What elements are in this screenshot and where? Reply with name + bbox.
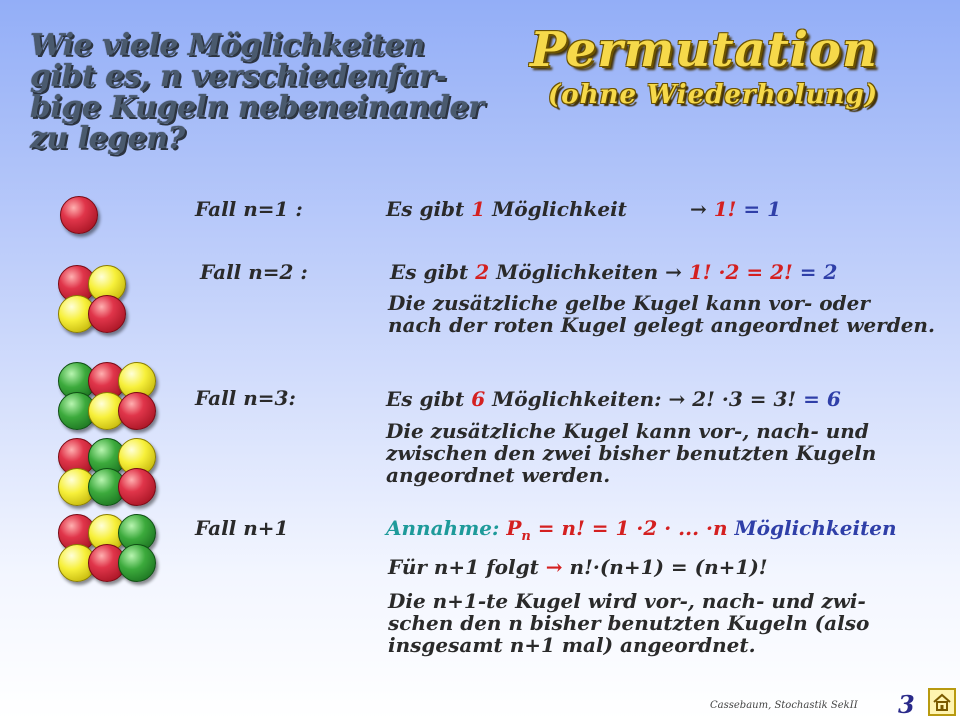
ball-red (118, 468, 156, 506)
page-title: Permutation (530, 22, 878, 78)
ball-green (118, 544, 156, 582)
ball-red (88, 295, 126, 333)
case1-formula: → 1! = 1 (690, 197, 782, 221)
page-subtitle: (ohne Wiederholung) (548, 80, 879, 110)
case4-label: Fall n+1 (195, 516, 289, 540)
case3-description: Die zusätzliche Kugel kann vor-, nach- und zwischen den zwei bisher benutzten Kugeln angeordnet werden. (386, 419, 877, 487)
home-button[interactable] (928, 688, 956, 716)
case2-statement: Es gibt 2 Möglichkeiten → 1! ·2 = 2! = 2 (390, 260, 838, 284)
home-icon (932, 692, 952, 712)
case4-description: Die n+1-te Kugel wird vor-, nach- und zwi- schen den n bisher benutzten Kugeln (also insgesamt n+1 mal) angeordnet. (388, 589, 870, 657)
ball-red (60, 196, 98, 234)
footer-credit: Cassebaum, Stochastik SekII (710, 700, 858, 711)
question-text: Wie viele Möglichkeiten gibt es, n verschiedenfar- bige Kugeln nebeneinander zu legen? (30, 28, 484, 156)
case4-assumption: Annahme: $P_n = n$! = 1 ·2 · ... ·n Möglichkeiten (386, 516, 897, 544)
case2-description: Die zusätzliche gelbe Kugel kann vor- oder nach der roten Kugel gelegt angeordnet werden. (388, 291, 935, 337)
case4-induction: Für n+1 folgt → n!·(n+1) = (n+1)! (388, 555, 768, 579)
case1-label: Fall n=1 : (195, 197, 303, 221)
case1-statement: Es gibt 1 Möglichkeit (386, 197, 627, 221)
case3-label: Fall n=3: (195, 386, 296, 410)
ball-red (118, 392, 156, 430)
page-number: 3 (898, 690, 915, 719)
case2-label: Fall n=2 : (200, 260, 308, 284)
case3-statement: Es gibt 6 Möglichkeiten: → 2! ·3 = 3! = 6 (386, 387, 841, 411)
